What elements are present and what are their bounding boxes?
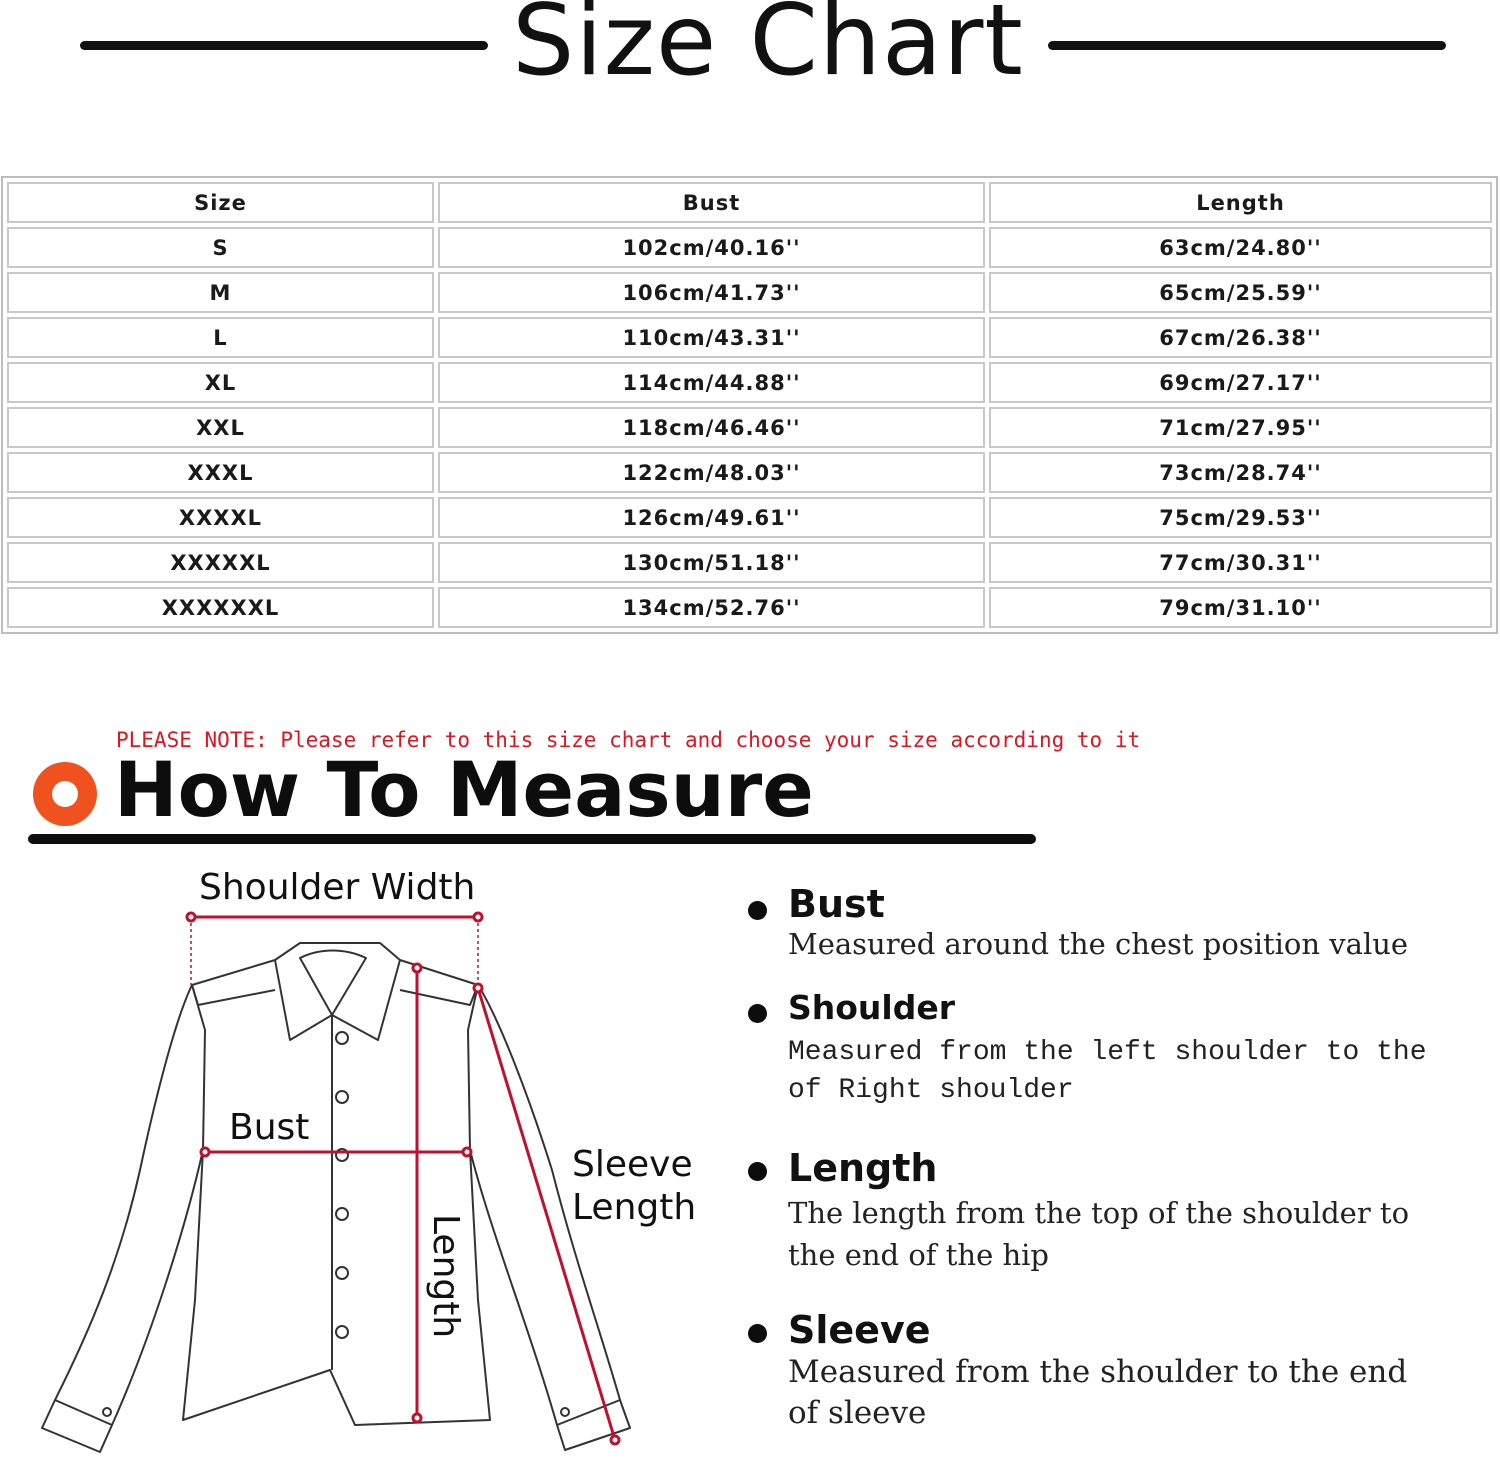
- table-row: [7, 542, 1492, 583]
- measure-description: The length from the top of the shoulder to the end of the hip: [788, 1196, 1410, 1272]
- bullet-icon: [748, 1004, 767, 1023]
- title-rule-left: [80, 41, 488, 50]
- size-cell: L: [7, 317, 434, 358]
- bust-cell: 106cm/41.73'': [438, 272, 985, 313]
- size-cell: XXXXXXL: [7, 587, 434, 628]
- column-header-bust: Bust: [438, 182, 985, 223]
- measure-name: Shoulder: [788, 988, 956, 1027]
- measure-name: Sleeve: [788, 1308, 931, 1352]
- size-cell: M: [7, 272, 434, 313]
- heading-underline: [28, 834, 1036, 844]
- jacket-buttons: [103, 1032, 569, 1416]
- size-cell: XXL: [7, 407, 434, 448]
- length-label: Length: [425, 1214, 466, 1339]
- length-cell: 79cm/31.10'': [989, 587, 1492, 628]
- table-row: [7, 227, 1492, 268]
- bust-cell: 134cm/52.76'': [438, 587, 985, 628]
- measure-description: Measured from the shoulder to the end of sleeve: [788, 1354, 1408, 1431]
- column-header-length: Length: [989, 182, 1492, 223]
- length-cell: 73cm/28.74'': [989, 452, 1492, 493]
- table-header-row: [7, 182, 1492, 223]
- bust-cell: 102cm/40.16'': [438, 227, 985, 268]
- table-row: [7, 497, 1492, 538]
- orange-ring-icon: [33, 762, 97, 826]
- measure-name: Length: [788, 1146, 938, 1190]
- bullet-icon: [748, 1324, 767, 1343]
- bust-cell: 130cm/51.18'': [438, 542, 985, 583]
- size-note: PLEASE NOTE: Please refer to this size chart and choose your size according to it: [116, 728, 1141, 752]
- table-row: [7, 272, 1492, 313]
- bust-cell: 118cm/46.46'': [438, 407, 985, 448]
- measure-description: Measured from the left shoulder to the of Right shoulder: [788, 1037, 1427, 1106]
- size-cell: XXXXL: [7, 497, 434, 538]
- length-cell: 65cm/25.59'': [989, 272, 1492, 313]
- bust-cell: 110cm/43.31'': [438, 317, 985, 358]
- bust-label: Bust: [229, 1107, 310, 1148]
- size-cell: S: [7, 227, 434, 268]
- bust-cell: 114cm/44.88'': [438, 362, 985, 403]
- length-cell: 75cm/29.53'': [989, 497, 1492, 538]
- length-cell: 77cm/30.31'': [989, 542, 1492, 583]
- table-row: [7, 362, 1492, 403]
- size-cell: XL: [7, 362, 434, 403]
- size-cell: XXXXXL: [7, 542, 434, 583]
- size-cell: XXXL: [7, 452, 434, 493]
- length-cell: 63cm/24.80'': [989, 227, 1492, 268]
- size-chart-header: [0, 0, 1500, 100]
- size-table: [1, 176, 1498, 634]
- length-cell: 69cm/27.17'': [989, 362, 1492, 403]
- title-rule-right: [1048, 41, 1446, 50]
- measure-name: Bust: [788, 882, 885, 926]
- bullet-icon: [748, 901, 767, 920]
- sleeve-label-line2: Length: [572, 1187, 697, 1228]
- measure-description: Measured around the chest position value: [788, 927, 1409, 961]
- bust-cell: 122cm/48.03'': [438, 452, 985, 493]
- shoulder-width-label: Shoulder Width: [199, 867, 476, 908]
- bust-cell: 126cm/49.61'': [438, 497, 985, 538]
- bullet-icon: [748, 1162, 767, 1181]
- column-header-size: Size: [7, 182, 434, 223]
- table-row: [7, 407, 1492, 448]
- table-row: [7, 587, 1492, 628]
- page-title: Size Chart: [512, 0, 1024, 98]
- jacket-measurement-diagram: [0, 850, 720, 1458]
- how-to-measure-title: How To Measure: [114, 745, 814, 834]
- length-cell: 67cm/26.38'': [989, 317, 1492, 358]
- table-row: [7, 317, 1492, 358]
- sleeve-label-line1: Sleeve: [572, 1144, 693, 1185]
- length-cell: 71cm/27.95'': [989, 407, 1492, 448]
- table-row: [7, 452, 1492, 493]
